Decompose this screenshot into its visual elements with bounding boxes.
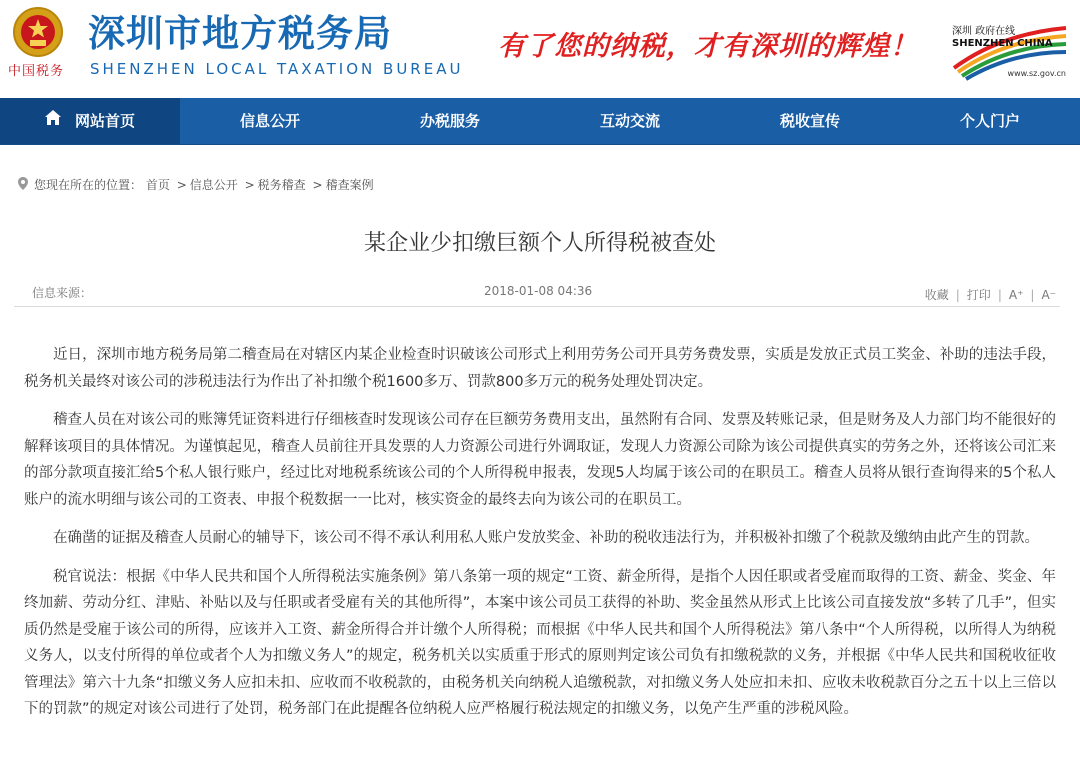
article-paragraph: 在确凿的证据及稽查人员耐心的辅导下，该公司不得不承认利用私人账户发放奖金、补助的税收违法行为，并积极补扣缴了个税款及缴纳由此产生的罚款。 [53, 530, 1039, 546]
sz-logo-url: www.sz.gov.cn [1007, 69, 1066, 78]
shenzhen-gov-logo[interactable] [950, 16, 1068, 82]
breadcrumb: 您现在所在的位置： 首页 > 信息公开 > 税务稽查 > 稽查案例 [18, 176, 374, 193]
slogan-banner: 有了您的纳税，才有深圳的辉煌！ [498, 31, 918, 62]
breadcrumb-info-disclosure[interactable]: 信息公开 [189, 178, 238, 192]
source-label: 信息来源： [32, 286, 93, 300]
font-increase-button[interactable]: A⁺ [1008, 288, 1024, 302]
emblem-caption: 中国税务 [8, 64, 65, 79]
article-meta [14, 276, 1060, 307]
nav-item-label: 互动交流 [599, 112, 660, 130]
site-title[interactable]: 深圳市地方税务局 [88, 12, 392, 55]
site-subtitle: SHENZHEN LOCAL TAXATION BUREAU [90, 60, 464, 78]
main-nav [0, 98, 1080, 145]
location-pin-icon [18, 177, 28, 193]
nav-item-label: 办税服务 [419, 112, 480, 130]
nav-item-label: 信息公开 [239, 112, 300, 130]
font-decrease-button[interactable]: A⁻ [1041, 288, 1056, 302]
article-paragraph: 近日，深圳市地方税务局第二稽查局在对辖区内某企业检查时识破该公司形式上利用劳务公司开具劳务费发票，实质是发放正式员工奖金、补助的违法手段，税务机关最终对该公司的涉税违法行为作出了补扣缴个税1600多万、罚款800多万元的税务处理处罚决定。 [24, 347, 1056, 390]
sz-logo-line2: SHENZHEN CHINA [952, 38, 1053, 49]
nav-item-label: 税收宣传 [779, 112, 840, 130]
print-button[interactable]: 打印 [966, 288, 991, 302]
national-emblem-logo [12, 6, 64, 58]
article-body [24, 342, 1056, 735]
favorite-button[interactable]: 收藏 [924, 288, 949, 302]
sz-logo-line1: 深圳 政府在线 [952, 26, 1016, 37]
nav-item-personal-portal[interactable] [900, 98, 1080, 144]
nav-item-tax-publicity[interactable] [720, 98, 900, 144]
site-header [0, 0, 1080, 98]
breadcrumb-inspection-cases[interactable]: 稽查案例 [325, 178, 374, 192]
breadcrumb-prefix: 您现在所在的位置： [34, 178, 143, 192]
breadcrumb-home[interactable]: 首页 [145, 178, 170, 192]
nav-item-interaction[interactable] [540, 98, 720, 144]
nav-item-label: 个人门户 [959, 112, 1020, 130]
nav-item-tax-services[interactable] [360, 98, 540, 144]
home-icon [45, 97, 61, 143]
publish-date: 2018-01-08 04:36 [484, 284, 593, 298]
nav-item-info-disclosure[interactable] [180, 98, 360, 144]
nav-item-label: 网站首页 [74, 112, 135, 130]
article-paragraph: 税官说法：根据《中华人民共和国个人所得税法实施条例》第八条第一项的规定“工资、薪金所得，是指个人因任职或者受雇而取得的工资、薪金、奖金、年终加薪、劳动分红、津贴、补贴以及与任职或者受雇有关的其他所得”，本案中该公司员工获得的补助、奖金虽然从形式上比该公司直接发放“多转了几手”，但实质仍然是受雇于该公司的所得，应该并入工资、薪金所得合并计缴个人所得税；而根据《中华人民共和国个人所得税法》第八条中“个人所得税，以所得人为纳税义务人，以支付所得的单位或者个人为扣缴义务人”的规定，税务机关以实质重于形式的原则判定该公司负有扣缴税款的义务，并根据《中华人民共和国税收征收管理法》第六十九条“扣缴义务人应扣未扣、应收而不收税款的，由税务机关向纳税人追缴税款，对扣缴义务人处应扣未扣、应收未收税款百分之五十以上三倍以下的罚款”的规定对该公司进行了处罚，税务部门在此提醒各位纳税人应严格履行税法规定的扣缴义务，以免产生严重的涉税风险。 [24, 568, 1056, 717]
article-title: 某企业少扣缴巨额个人所得税被查处 [363, 231, 716, 256]
nav-item-home[interactable] [0, 98, 180, 144]
article-tools: 收藏 | 打印 | A⁺ | A⁻ [924, 288, 1056, 302]
breadcrumb-tax-inspection[interactable]: 税务稽查 [257, 178, 306, 192]
article-paragraph: 稽查人员在对该公司的账簿凭证资料进行仔细核查时发现该公司存在巨额劳务费用支出，虽然附有合同、发票及转账记录，但是财务及人力部门均不能很好的解释该项目的具体情况。为谨慎起见，稽查人员前往开具发票的人力资源公司进行外调取证，发现人力资源公司除为该公司提供真实的劳务之外，还将该公司汇来的部分款项直接汇给5个私人银行账户，经过比对地税系统该公司的个人所得税申报表，发现5人均属于该公司的在职员工。稽查人员将从银行查询得来的5个私人账户的流水明细与该公司的工资表、申报个税数据一一比对，核实资金的最终去向为该公司的在职员工。 [24, 412, 1056, 508]
